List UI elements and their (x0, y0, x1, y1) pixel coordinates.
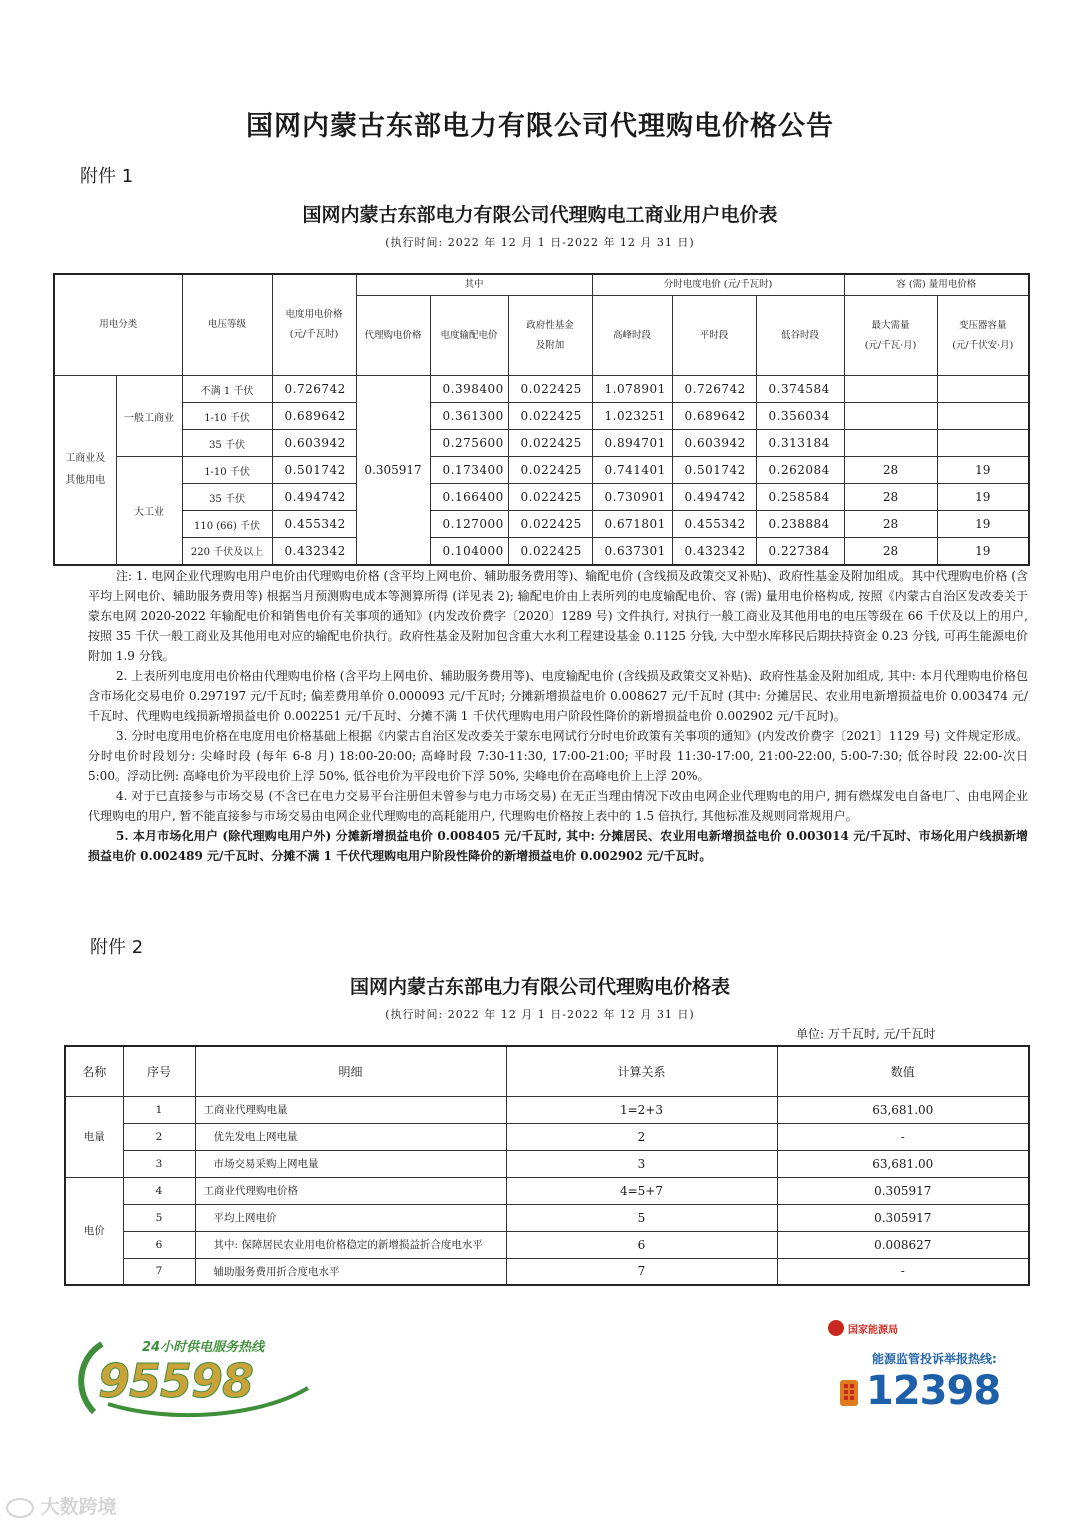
header-seq: 序号 (123, 1046, 195, 1096)
category-main: 工商业及 其他用电 (54, 376, 116, 565)
attachment-2-exec-time: (执行时间: 2022 年 12 月 1 日-2022 年 12 月 31 日) (385, 1008, 695, 1021)
row-calc: 4=5+7 (506, 1177, 777, 1204)
row-detail: 优先发电上网电量 (195, 1123, 506, 1150)
row-fund: 0.022425 (508, 430, 592, 457)
row-seq: 3 (123, 1150, 195, 1177)
row-value: 63,681.00 (777, 1096, 1029, 1123)
row-value: 0.305917 (777, 1177, 1029, 1204)
row-detail: 辅助服务费用折合度电水平 (195, 1258, 506, 1285)
row-flat: 0.501742 (672, 457, 756, 484)
row-fund: 0.022425 (508, 484, 592, 511)
row-trans: 19 (937, 511, 1029, 538)
header-calc: 计算关系 (506, 1046, 777, 1096)
row-value: - (777, 1123, 1029, 1150)
attachment-1-title: 国网内蒙古东部电力有限公司代理购电工商业用户电价表 (302, 204, 778, 226)
row-value: 63,681.00 (777, 1150, 1029, 1177)
row-voltage: 220 千伏及以上 (182, 538, 272, 565)
price-table-1 (53, 273, 1030, 566)
row-fund: 0.022425 (508, 538, 592, 565)
note-3: 3. 分时电度用电价格在电度用电价格基础上根据《内蒙古自治区发改委关于蒙东电网试行分时电价政策有关事项的通知》(内发改价费字〔2021〕1129 号) 文件规定形成。分时电价时段划分: 尖峰时段 (每年 6-8 月) 18:00-20:00; 高峰时段 7:30-11:30, 17:00-21:00; 平时段 11:30-17:00, 21:00-22:00, 5:00-7:30; 低谷时段 22:00-次日 5:00。浮动比例: 高峰电价为平段电价上浮 50%, 低谷电价为平段电价下浮 50%, 尖峰电价在高峰电价上上浮 20%。 (88, 729, 1028, 783)
header-value: 数值 (777, 1046, 1029, 1096)
row-fund: 0.022425 (508, 457, 592, 484)
row-voltage: 110 (66) 千伏 (182, 511, 272, 538)
row-calc: 6 (506, 1231, 777, 1258)
row-transmission: 0.275600 (430, 430, 508, 457)
row-calc: 3 (506, 1150, 777, 1177)
row-demand (844, 403, 937, 430)
row-seq: 6 (123, 1231, 195, 1258)
row-calc: 1=2+3 (506, 1096, 777, 1123)
header-agent-price: 代理购电价格 (356, 296, 430, 376)
row-price: 0.603942 (272, 430, 356, 457)
header-detail: 明细 (195, 1046, 506, 1096)
row-peak: 1.023251 (592, 403, 672, 430)
header-of-which: 其中 (356, 274, 592, 296)
row-fund: 0.022425 (508, 376, 592, 403)
row-trans: 19 (937, 538, 1029, 565)
row-demand (844, 430, 937, 457)
header-transformer: 变压器容量 (元/千伏安·月) (937, 296, 1029, 376)
row-valley: 0.238884 (756, 511, 844, 538)
row-transmission: 0.127000 (430, 511, 508, 538)
watermark (6, 1492, 117, 1519)
row-calc: 7 (506, 1258, 777, 1285)
group-energy: 电量 (65, 1096, 123, 1177)
row-flat: 0.455342 (672, 511, 756, 538)
header-max-demand: 最大需量 (元/千瓦·月) (844, 296, 937, 376)
price-table-2 (64, 1045, 1030, 1286)
row-valley: 0.227384 (756, 538, 844, 565)
row-detail: 其中: 保障居民农业用电价格稳定的新增损益折合度电水平 (195, 1231, 506, 1258)
row-valley: 0.313184 (756, 430, 844, 457)
row-peak: 0.741401 (592, 457, 672, 484)
row-valley: 0.356034 (756, 403, 844, 430)
note-1: 注: 1. 电网企业代理购电用户电价由代理购电价格 (含平均上网电价、辅助服务费用等)、输配电价 (含线损及政策交叉补贴)、政府性基金及附加组成。其中代理购电价格 (含平均上网电价、辅助服务费用等) 根据当月预测购电成本等测算所得 (详见表 2); 输配电价由上表所列的电度输配电价、容 (需) 量用电价格构成, 按照《内蒙古自治区发改委关于蒙东电网 2020-2022 年输配电价和销售电价有关事项的通知》(内发改价费字〔2020〕1289 号) 文件执行, 对执行一般工商业及其他用电的电压等级在 66 千伏及以上的用户, 按照 35 千伏一般工商业及其他用电对应的输配电价执行。政府性基金及附加包含重大水利工程建设基金 0.1125 分钱, 大中型水库移民后期扶持资金 0.23 分钱, 可再生能源电价附加 1.9 分钱。 (88, 569, 1028, 663)
header-voltage: 电压等级 (182, 274, 272, 376)
row-price: 0.726742 (272, 376, 356, 403)
row-calc: 2 (506, 1123, 777, 1150)
row-demand: 28 (844, 484, 937, 511)
row-demand: 28 (844, 511, 937, 538)
row-trans (937, 376, 1029, 403)
group-large: 大工业 (116, 457, 182, 565)
row-flat: 0.494742 (672, 484, 756, 511)
row-transmission: 0.361300 (430, 403, 508, 430)
watermark-logo-icon (6, 1498, 34, 1518)
row-voltage: 不满 1 千伏 (182, 376, 272, 403)
unit-label: 单位: 万千瓦时, 元/千瓦时 (796, 1027, 936, 1041)
watermark-text: 大数跨境 (40, 1496, 117, 1518)
attachment-1-exec-time: (执行时间: 2022 年 12 月 1 日-2022 年 12 月 31 日) (385, 236, 695, 249)
header-capacity: 容 (需) 量用电价格 (844, 274, 1029, 296)
row-valley: 0.258584 (756, 484, 844, 511)
note-4: 4. 对于已直接参与市场交易 (不含已在电力交易平台注册但未曾参与电力市场交易) 在无正当理由情况下改由电网企业代理购电的用户, 拥有燃煤发电自备电厂、由电网企业代理购电的用户, 暂不能直接参与市场交易由电网企业代理购电的高耗能用户, 代理购电价格按上表中的 1.5 倍执行, 其他标准及规则同常规用户。 (88, 789, 1028, 823)
note-5: 5. 本月市场化用户 (除代理购电用户外) 分摊新增损益电价 0.008405 元/千瓦时, 其中: 分摊居民、农业用电新增损益电价 0.003014 元/千瓦时、市场化用户线损新增损益电价 0.002489 元/千瓦时、分摊不满 1 千伏代理购电用户阶段性降价的新增损益电价 0.002902 元/千瓦时。 (88, 829, 1028, 863)
page-title: 国网内蒙古东部电力有限公司代理购电价格公告 (246, 111, 834, 142)
row-voltage: 1-10 千伏 (182, 403, 272, 430)
row-voltage: 1-10 千伏 (182, 457, 272, 484)
row-demand: 28 (844, 457, 937, 484)
row-seq: 4 (123, 1177, 195, 1204)
row-peak: 0.730901 (592, 484, 672, 511)
header-price: 电度用电价格 (元/千瓦时) (272, 274, 356, 376)
row-value: 0.305917 (777, 1204, 1029, 1231)
row-voltage: 35 千伏 (182, 430, 272, 457)
row-flat: 0.689642 (672, 403, 756, 430)
row-seq: 2 (123, 1123, 195, 1150)
row-fund: 0.022425 (508, 403, 592, 430)
attachment-1-label: 附件 1 (80, 166, 134, 187)
row-peak: 1.078901 (592, 376, 672, 403)
row-trans (937, 430, 1029, 457)
row-transmission: 0.166400 (430, 484, 508, 511)
attachment-2-title: 国网内蒙古东部电力有限公司代理购电价格表 (349, 976, 730, 998)
row-transmission: 0.104000 (430, 538, 508, 565)
header-flat: 平时段 (672, 296, 756, 376)
row-fund: 0.022425 (508, 511, 592, 538)
header-name: 名称 (65, 1046, 123, 1096)
notes (88, 566, 1028, 866)
hotline-95598-logo (72, 1332, 312, 1422)
hotline-number: 95598 (98, 1354, 254, 1408)
row-valley: 0.262084 (756, 457, 844, 484)
row-trans: 19 (937, 484, 1029, 511)
regulator-tagline: 能源监管投诉举报热线: (872, 1352, 997, 1366)
row-seq: 1 (123, 1096, 195, 1123)
attachment-2-label: 附件 2 (90, 937, 144, 958)
row-value: - (777, 1258, 1029, 1285)
row-detail: 工商业代理购电价格 (195, 1177, 506, 1204)
row-seq: 5 (123, 1204, 195, 1231)
row-flat: 0.726742 (672, 376, 756, 403)
row-flat: 0.432342 (672, 538, 756, 565)
national-emblem-icon (828, 1320, 844, 1336)
header-valley: 低谷时段 (756, 296, 844, 376)
header-transmission: 电度输配电价 (430, 296, 508, 376)
row-flat: 0.603942 (672, 430, 756, 457)
agency-name: 国家能源局 (848, 1325, 898, 1336)
row-price: 0.494742 (272, 484, 356, 511)
group-price: 电价 (65, 1177, 123, 1285)
agent-price-value: 0.305917 (356, 376, 430, 565)
row-transmission: 0.173400 (430, 457, 508, 484)
row-calc: 5 (506, 1204, 777, 1231)
row-valley: 0.374584 (756, 376, 844, 403)
row-peak: 0.637301 (592, 538, 672, 565)
header-category: 用电分类 (54, 274, 182, 376)
row-detail: 工商业代理购电量 (195, 1096, 506, 1123)
energy-regulator-hotline-logo (820, 1318, 1020, 1428)
phone-icon (838, 1376, 862, 1410)
row-price: 0.455342 (272, 511, 356, 538)
row-seq: 7 (123, 1258, 195, 1285)
row-price: 0.501742 (272, 457, 356, 484)
row-detail: 平均上网电价 (195, 1204, 506, 1231)
row-price: 0.432342 (272, 538, 356, 565)
row-demand: 28 (844, 538, 937, 565)
group-general: 一般工商业 (116, 376, 182, 457)
header-gov-fund: 政府性基金 及附加 (508, 296, 592, 376)
row-trans (937, 403, 1029, 430)
row-transmission: 0.398400 (430, 376, 508, 403)
header-tou: 分时电度电价 (元/千瓦时) (592, 274, 844, 296)
row-detail: 市场交易采购上网电量 (195, 1150, 506, 1177)
row-trans: 19 (937, 457, 1029, 484)
row-peak: 0.671801 (592, 511, 672, 538)
row-value: 0.008627 (777, 1231, 1029, 1258)
regulator-number: 12398 (866, 1368, 1001, 1414)
row-demand (844, 376, 937, 403)
hotline-tagline: 24小时供电服务热线 (142, 1340, 265, 1355)
row-peak: 0.894701 (592, 430, 672, 457)
header-peak: 高峰时段 (592, 296, 672, 376)
row-voltage: 35 千伏 (182, 484, 272, 511)
row-price: 0.689642 (272, 403, 356, 430)
note-2: 2. 上表所列电度用电价格由代理购电价格 (含平均上网电价、辅助服务费用等)、电度输配电价 (含线损及政策交叉补贴)、政府性基金及附加组成, 其中: 本月代理购电价格包含市场化交易电价 0.297197 元/千瓦时; 偏差费用单价 0.000093 元/千瓦时; 分摊新增损益电价 0.008627 元/千瓦时 (其中: 分摊居民、农业用电新增损益电价 0.003474 元/千瓦时、代理购电线损新增损益电价 0.002251 元/千瓦时、分摊不满 1 千伏代理购电用户阶段性降价的新增损益电价 0.002902 元/千瓦时)。 (88, 669, 1028, 723)
